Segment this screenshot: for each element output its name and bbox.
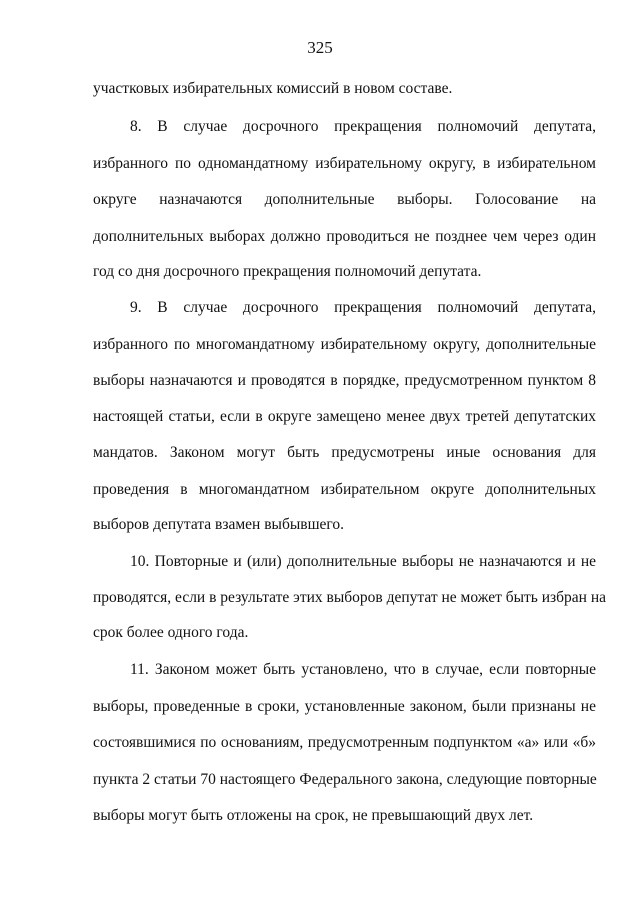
text-line: настоящей статьи, если в округе замещено менее двух третей депутатских [93, 408, 596, 425]
text-line: выборов депутата взамен выбывшего. [93, 516, 344, 533]
text-line: избранного по одномандатному избирательному округу, в избирательном [93, 155, 596, 172]
text-line: выборы, проведенные в сроки, установленные законом, были признаны не [93, 698, 596, 715]
text-line: дополнительных выборах должно проводиться не позднее чем через один [93, 228, 596, 245]
text-line: 10. Повторные и (или) дополнительные выборы не назначаются и не [130, 553, 596, 570]
text-line: выборы назначаются и проводятся в порядке, предусмотренном пунктом 8 [93, 372, 596, 389]
text-line: проводятся, если в результате этих выборов депутат не может быть избран на [93, 589, 607, 606]
page-number: 325 [307, 38, 333, 57]
text-line: проведения в многомандатном избирательном округе дополнительных [93, 481, 596, 498]
text-line: 8. В случае досрочного прекращения полномочий депутата, [130, 118, 596, 135]
text-line: избранного по многомандатному избирательному округу, дополнительные [93, 336, 596, 353]
text-line: срок более одного года. [93, 624, 249, 641]
text-line: год со дня досрочного прекращения полномочий депутата. [93, 263, 482, 280]
text-line: мандатов. Законом могут быть предусмотрены иные основания для [93, 444, 596, 461]
text-line: 11. Законом может быть установлено, что в случае, если повторные [130, 661, 596, 678]
text-line: пункта 2 статьи 70 настоящего Федерального закона, следующие повторные [93, 771, 597, 788]
text-line: выборы могут быть отложены на срок, не превышающий двух лет. [93, 807, 534, 824]
text-line: участковых избирательных комиссий в новом составе. [93, 80, 453, 97]
text-line: 9. В случае досрочного прекращения полномочий депутата, [130, 299, 596, 316]
text-line: состоявшимися по основаниям, предусмотренным подпунктом «а» или «б» [93, 734, 596, 751]
text-line: округе назначаются дополнительные выборы. Голосование на [93, 191, 596, 208]
